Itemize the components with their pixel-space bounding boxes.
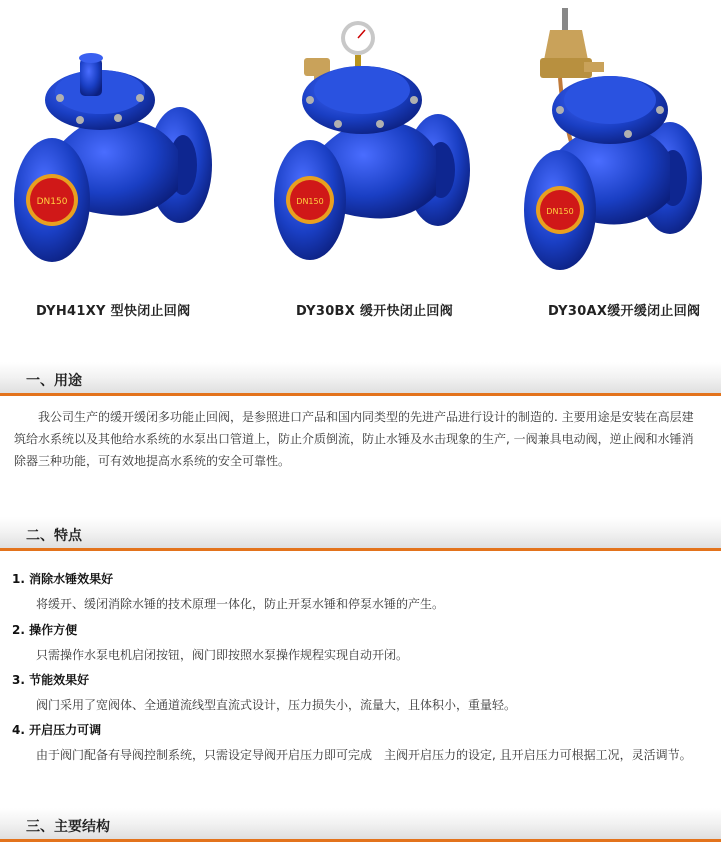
feature-title: 1. 消除水锤效果好 [12,572,114,586]
feature-title: 3. 节能效果好 [12,673,90,687]
usage-paragraph: 我公司生产的缓开缓闭多功能止回阀，是参照进口产品和国内同类型的先进产品进行设计的制造的. 主要用途是安装在高层建筑给水系统以及其他给水系统的水泵出口管道上，防止介质倒流，防止水锤及水击现象的生产, 一阀兼具电动阀，逆止阀和水锤消除器三种功能，可有效地提高水系统的安全可靠性。 [14,410,694,468]
section-header-structure [0,808,721,842]
section-title: 三、主要结构 [26,819,110,835]
feature-desc: 只需操作水泵电机启闭按钮，阀门即按照水泵操作规程实现自动开闭。 [36,648,409,662]
product-dy30ax [520,0,721,330]
valve-image-dyh41xy [0,0,240,290]
section-divider [0,548,721,551]
flange-label: DN150 [36,197,68,207]
product-caption: DYH41XY 型快闭止回阀 [36,304,191,319]
feature-desc: 阀门采用了宽阀体、全通道流线型直流式设计，压力损失小，流量大，且体积小，重量轻。 [36,698,517,712]
section-divider [0,839,721,842]
section-header-features [0,517,721,551]
feature-title: 2. 操作方便 [12,623,78,637]
valve-image-dy30bx [270,0,510,290]
product-caption: DY30BX 缓开快闭止回阀 [296,304,454,319]
section-divider [0,393,721,396]
feature-desc: 将缓开、缓闭消除水锤的技术原理一体化，防止开泵水锤和停泵水锤的产生。 [36,597,445,611]
product-caption: DY30AX缓开缓闭止回阀 [548,304,701,319]
product-gallery [0,0,721,330]
valve-image-dy30ax [520,0,721,290]
flange-label: DN150 [546,207,574,216]
product-dy30bx [270,0,510,330]
flange-label: DN150 [296,197,324,206]
product-dyh41xy [0,0,240,330]
section-title: 二、特点 [26,528,82,544]
section-title: 一、用途 [26,373,82,389]
feature-desc: 由于阀门配备有导阀控制系统，只需设定导阀开启压力即可完成 主阀开启压力的设定, 且开启压力可根据工况，灵活调节。 [36,748,692,762]
feature-title: 4. 开启压力可调 [12,723,102,737]
section-header-usage [0,362,721,396]
